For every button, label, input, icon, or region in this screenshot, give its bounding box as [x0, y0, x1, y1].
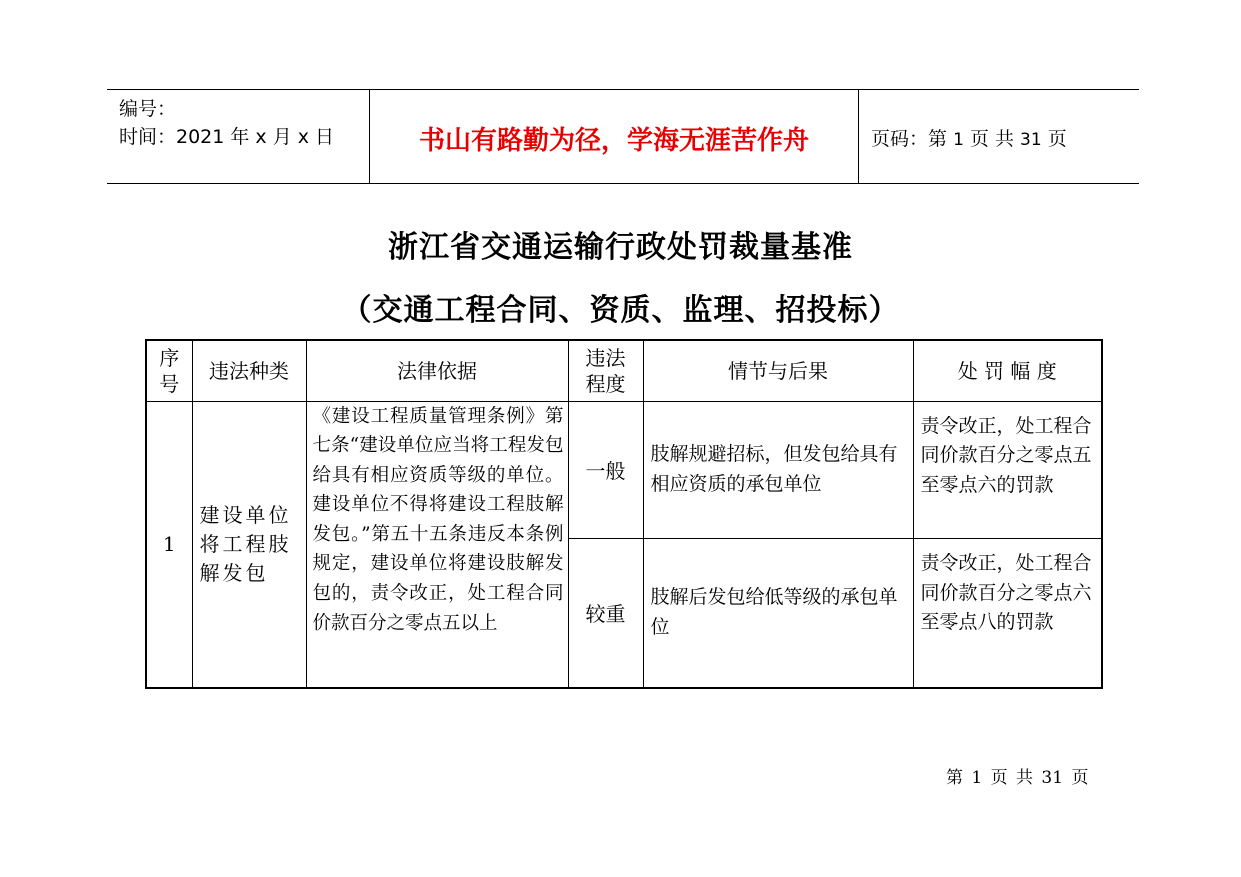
header-degree-bottom: 程度: [585, 371, 626, 396]
row-legal-basis: [306, 401, 568, 688]
document-date: 时间：2021 年 x 月 x 日: [119, 126, 335, 148]
page-footer: 第 1 页 共 31 页: [946, 768, 1089, 788]
header-motto-cell: [369, 90, 859, 183]
page-mid: 页 共: [969, 128, 1014, 150]
document-number-label: 编号：: [119, 98, 177, 120]
header-meta-cell: [107, 90, 369, 183]
page-prefix: 页码：第: [871, 128, 948, 150]
document-header: [107, 89, 1139, 184]
circumstance-serious: 肢解后发包给低等级的承包单位: [643, 539, 913, 688]
header-page-info: [871, 124, 1067, 151]
table-row: [146, 401, 1102, 539]
circumstance-general: 肢解规避招标，但发包给具有相应资质的承包单位: [643, 401, 913, 539]
penalty-general: 责令改正，处工程合同价款百分之零点五至零点六的罚款: [913, 401, 1102, 539]
penalty-serious: 责令改正，处工程合同价款百分之零点六至零点八的罚款: [913, 539, 1102, 688]
header-degree: [568, 340, 643, 401]
header-violation-type: 违法种类: [192, 340, 306, 401]
header-seq: [146, 340, 192, 401]
penalty-table: [145, 339, 1103, 689]
row-seq: 1: [146, 401, 192, 688]
header-page-cell: [858, 90, 1139, 183]
degree-general: 一般: [568, 401, 643, 539]
table-header-row: [146, 340, 1102, 401]
page-current: 1: [953, 130, 964, 150]
header-degree-top: 违法: [585, 345, 626, 370]
row-violation-type: 建设单位将工程肢解发包: [192, 401, 306, 688]
page-total: 31: [1020, 130, 1042, 150]
header-penalty: 处 罚 幅 度: [913, 340, 1102, 401]
degree-serious: 较重: [568, 539, 643, 688]
document-title: 浙江省交通运输行政处罚裁量基准: [388, 230, 853, 265]
legal-basis-text: 《建设工程质量管理条例》第七条“建设单位应当将工程发包给具有相应资质等级的单位。建设单位不得将建设工程肢解发包。”第五十五条违反本条例规定，建设单位将建设肢解发包的，责令改正，处工程合同价款百分之零点五以上: [312, 405, 564, 634]
header-circumstance: 情节与后果: [643, 340, 913, 401]
document-subtitle: （交通工程合同、资质、监理、招投标）: [341, 293, 900, 328]
header-seq-top: 序: [159, 345, 180, 370]
header-motto: 书山有路勤为径，学海无涯苦作舟: [418, 126, 809, 156]
header-legal-basis: 法律依据: [306, 340, 568, 401]
header-seq-bottom: 号: [159, 371, 180, 396]
page-suffix: 页: [1047, 128, 1067, 150]
